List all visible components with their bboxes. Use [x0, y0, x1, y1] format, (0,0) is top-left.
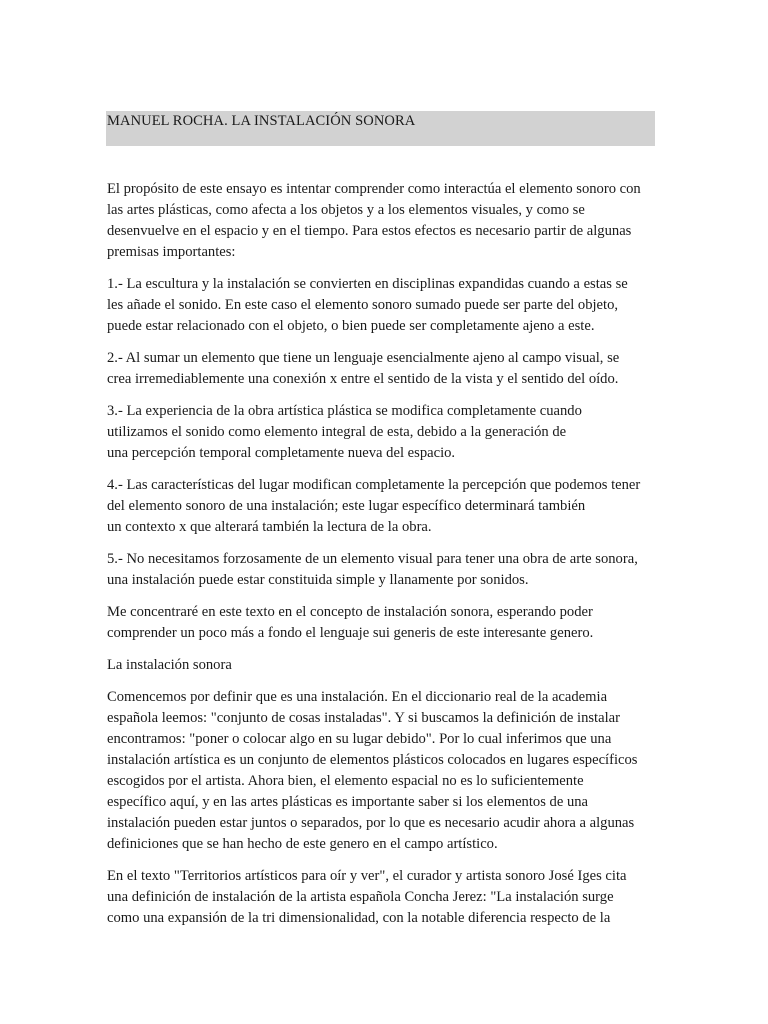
text-line: comprender un poco más a fondo el lenguaje sui generis de este interesante genero.: [107, 625, 594, 641]
text-line: instalación artística es un conjunto de elementos plásticos colocados en lugares específicos: [107, 752, 638, 768]
text-line: En el texto "Territorios artísticos para oír y ver", el curador y artista sonoro José Iges cita: [107, 868, 627, 884]
text-line: 2.- Al sumar un elemento que tiene un lenguaje esencialmente ajeno al campo visual, se: [107, 350, 620, 366]
text-line: definiciones que se han hecho de este genero en el campo artístico.: [107, 836, 498, 852]
document-body: [107, 179, 662, 940]
text-line: les añade el sonido. En este caso el elemento sonoro sumado puede ser parte del objeto,: [107, 297, 619, 313]
text-line: utilizamos el sonido como elemento integral de esta, debido a la generación de: [107, 424, 567, 440]
text-line: 1.- La escultura y la instalación se convierten en disciplinas expandidas cuando a estas se: [107, 276, 628, 292]
text-line: Me concentraré en este texto en el concepto de instalación sonora, esperando poder: [107, 604, 593, 620]
text-line: 5.- No necesitamos forzosamente de un elemento visual para tener una obra de arte sonora,: [107, 551, 638, 567]
paragraph: [107, 549, 662, 591]
text-line: española leemos: "conjunto de cosas instaladas". Y si buscamos la definición de instalar: [107, 710, 620, 726]
document-title: MANUEL ROCHA. LA INSTALACIÓN SONORA: [107, 113, 416, 129]
paragraph: [107, 602, 662, 644]
title-banner: [106, 111, 655, 146]
text-line: una definición de instalación de la artista española Concha Jerez: "La instalación surge: [107, 889, 614, 905]
paragraph: [107, 401, 662, 464]
text-line: específico aquí, y en las artes plásticas es importante saber si los elementos de una: [107, 794, 589, 810]
text-line: puede estar relacionado con el objeto, o bien puede ser completamente ajeno a este.: [107, 318, 595, 334]
paragraph: [107, 687, 662, 855]
text-line: 4.- Las características del lugar modifican completamente la percepción que podemos tener: [107, 477, 641, 493]
text-line: escogidos por el artista. Ahora bien, el elemento espacial no es lo suficientemente: [107, 773, 584, 789]
paragraph: [107, 655, 662, 676]
text-line: desenvuelve en el espacio y en el tiempo. Para estos efectos es necesario partir de algunas: [107, 223, 632, 239]
text-line: 3.- La experiencia de la obra artística plástica se modifica completamente cuando: [107, 403, 582, 419]
paragraph: [107, 866, 662, 929]
text-line: del elemento sonoro de una instalación; este lugar específico determinará también: [107, 498, 586, 514]
text-line: El propósito de este ensayo es intentar comprender como interactúa el elemento sonoro con: [107, 181, 641, 197]
paragraph: [107, 179, 662, 263]
paragraph: [107, 274, 662, 337]
text-line: crea irremediablemente una conexión x entre el sentido de la vista y el sentido del oído.: [107, 371, 619, 387]
text-line: Comencemos por definir que es una instalación. En el diccionario real de la academia: [107, 689, 608, 705]
text-line: premisas importantes:: [107, 244, 236, 260]
text-line: como una expansión de la tri dimensionalidad, con la notable diferencia respecto de la: [107, 910, 611, 926]
text-line: La instalación sonora: [107, 657, 232, 673]
paragraph: [107, 348, 662, 390]
paragraph: [107, 475, 662, 538]
text-line: encontramos: "poner o colocar algo en su lugar debido". Por lo cual inferimos que una: [107, 731, 612, 747]
text-line: instalación pueden estar juntos o separados, por lo que es necesario acudir ahora a algunas: [107, 815, 635, 831]
text-line: un contexto x que alterará también la lectura de la obra.: [107, 519, 432, 535]
text-line: una instalación puede estar constituida simple y llanamente por sonidos.: [107, 572, 529, 588]
text-line: una percepción temporal completamente nueva del espacio.: [107, 445, 456, 461]
text-line: las artes plásticas, como afecta a los objetos y a los elementos visuales, y como se: [107, 202, 585, 218]
